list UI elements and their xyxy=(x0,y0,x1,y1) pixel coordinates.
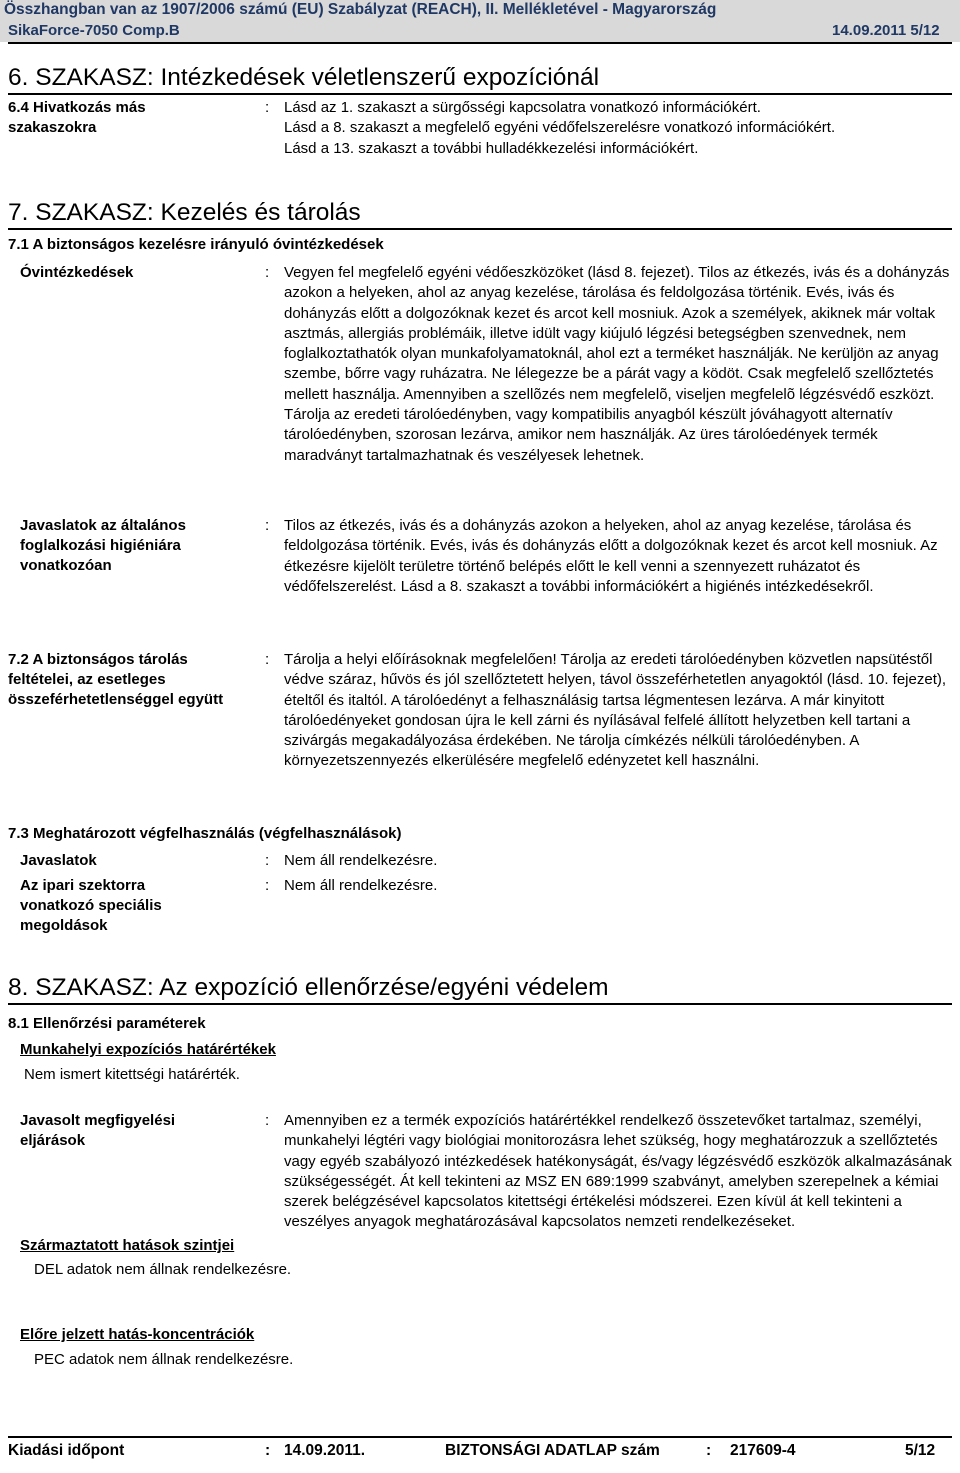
section-7-1-heading: 7.1 A biztonságos kezelésre irányuló óvintézkedések xyxy=(8,236,384,253)
issue-date: 14.09.2011. xyxy=(284,1442,366,1459)
divider xyxy=(8,1436,952,1438)
precautions-label: Óvintézkedések xyxy=(20,264,134,281)
hygiene-label: Javaslatok az általános foglalkozási higiéniára vonatkozóan xyxy=(20,517,186,574)
divider xyxy=(8,228,952,230)
monitoring-text: Amennyiben ez a termék expozíciós határértékkel rendelkező összetevőket tartalmaz, személyi, munkahelyi légtéri vagy biológiai monitorozásra lehet szükség, hogy meghatározzuk a szellőztetés vagy egyéb szabályozó intézkedések hatékonyságát, és/vagy légzésvédő eszközök alkalmazásának szükségességét. Át kell tekinteni az MSZ EN 689:1999 szabványt, amelyben szerepelnek a kémiai szerek belégzésével kapcsolatos kitettségi értékelési módszerei. Ezen kívül át kell tekinteni a veszélyes anyagok meghatározásával kapcsolatos nemzeti rendelkezéseket. xyxy=(284,1112,952,1231)
pec-text: PEC adatok nem állnak rendelkezésre. xyxy=(34,1351,294,1368)
monitoring-label: Javasolt megfigyelési eljárások xyxy=(20,1112,176,1149)
reference-line: Lásd az 1. szakaszt a sürgősségi kapcsolatra vonatkozó információkért. xyxy=(284,99,761,116)
del-heading: Származtatott hatások szintjei xyxy=(20,1237,235,1254)
colon: : xyxy=(706,1442,712,1459)
colon: : xyxy=(265,877,270,894)
colon: : xyxy=(265,852,270,869)
product-name: SikaForce-7050 Comp.B xyxy=(8,22,180,39)
divider xyxy=(8,42,952,44)
header-date-page: 14.09.2011 5/12 xyxy=(832,22,940,39)
section-6-title: 6. SZAKASZ: Intézkedések véletlenszerű expozíciónál xyxy=(8,64,600,91)
section-8-title: 8. SZAKASZ: Az expozíció ellenőrzése/egyéni védelem xyxy=(8,974,609,1001)
colon: : xyxy=(265,517,270,534)
del-text: DEL adatok nem állnak rendelkezésre. xyxy=(34,1261,292,1278)
colon: : xyxy=(265,1442,271,1459)
industrial-solutions-label: Az ipari szektorra vonatkozó speciális megoldások xyxy=(20,877,162,934)
colon: : xyxy=(265,1112,270,1129)
pec-heading: Előre jelzett hatás-koncentrációk xyxy=(20,1326,255,1343)
sds-number: 217609-4 xyxy=(730,1442,796,1459)
divider xyxy=(8,1003,952,1005)
colon: : xyxy=(265,99,270,116)
section-7-2-label: 7.2 A biztonságos tárolás feltételei, az esetleges összeférhetetlenséggel együtt xyxy=(8,651,224,708)
reference-line: Lásd a 8. szakaszt a megfelelő egyéni védőfelszerelésre vonatkozó információkért. xyxy=(284,119,836,137)
reference-line: Lásd a 13. szakaszt a további hulladékkezelési információkért. xyxy=(284,139,699,157)
document-header-regulation: Összhangban van az 1907/2006 számú (EU) Szabályzat (REACH), II. Mellékletével - Magyarország xyxy=(0,0,960,20)
colon: : xyxy=(265,651,270,668)
hygiene-text: Tilos az étkezés, ivás és a dohányzás azokon a helyeken, ahol az anyag kezelése, tárolása és feldolgozása történik. Evés, ivás és dohányzás előtt a dolgozóknak kezet és arcot kell mosniuk. Az étkezésre kijelölt területre történő belépés előtt le kell venni a szennyezett ruházatot és védőfelszerelést. Lásd a 8. szakaszt a további információkért a higiénés intézkedésekről. xyxy=(284,517,938,595)
page-number: 5/12 xyxy=(905,1442,936,1459)
section-7-title: 7. SZAKASZ: Kezelés és tárolás xyxy=(8,199,361,226)
precautions-text: Vegyen fel megfelelő egyéni védőeszközöket (lásd 8. fejezet). Tilos az étkezés, ivás és a dohányzás azokon a helyeken, ahol az anyag kezelése, tárolása és feldolgozása történik. Evés, ivás és dohányzás előtt a dolgozóknak kezet és arcot kell mosniuk. Azok a személyek, akiknek már voltak asztmás, allergiás problémáik, illetve idült vagy kiújuló légzési betegségben szenvednek, nem foglalkoztathatók olyan munkafolyamatoknál, ahol ezt a terméket használják. Ne kerüljön az anyag szembe, bőrre vagy ruházatra. Ne lélegezze be a párát vagy a ködöt. Csak megfelelő szellőztetés mellett használja. Amennyiben a szellõzés nem megfelelõ, viseljen megfelelõ légzésvédő eszközt. Tárolja az eredeti tárolóedényben, vagy kompatibilis anyagból készült jóváhagyott alternatív tárolóedényben, szorosan lezárva, amikor nem használják. Az üres tárolóedények termék maradványt tartalmazhatnak és veszélyesek lehetnek. xyxy=(284,264,950,464)
section-6-4-references xyxy=(284,98,835,159)
section-7-2-text: Tárolja a helyi előírásoknak megfelelően! Tárolja az eredeti tárolóedényben közvetlen napsütéstől védve száraz, hűvös és jól szellőztetett helyen, távol összeférhetetlen anyagoktól (lásd. 10. fejezet), ételtől és italtól. A tárolóedényt a felhasználásig tartsa légmentesen lezárva. A már kinyitott tárolóedényeket gondosan újra le kell zárni és nyílásával felfelé állított helyzetben kell tartani a szivárgás megakadályozása érdekében. Ne tárolja címkézés nélküli tárolóedényben. A környezetszennyezés elkerülésére megfelelő edényzetet kell használni. xyxy=(284,651,947,770)
recommendations-label: Javaslatok xyxy=(20,852,97,869)
divider xyxy=(8,93,952,95)
section-8-1-heading: 8.1 Ellenőrzési paraméterek xyxy=(8,1015,206,1032)
issue-date-label: Kiadási időpont xyxy=(8,1442,125,1459)
industrial-solutions-value: Nem áll rendelkezésre. xyxy=(284,877,438,894)
document-header-bar xyxy=(0,20,960,42)
sds-number-label: BIZTONSÁGI ADATLAP szám xyxy=(445,1442,660,1459)
oel-heading: Munkahelyi expozíciós határértékek xyxy=(20,1041,276,1058)
recommendations-value: Nem áll rendelkezésre. xyxy=(284,852,438,869)
oel-text: Nem ismert kitettségi határérték. xyxy=(24,1066,240,1083)
colon: : xyxy=(265,264,270,281)
section-6-4-label: 6.4 Hivatkozás más szakaszokra xyxy=(8,99,146,136)
section-7-3-heading: 7.3 Meghatározott végfelhasználás (végfelhasználások) xyxy=(8,825,402,842)
